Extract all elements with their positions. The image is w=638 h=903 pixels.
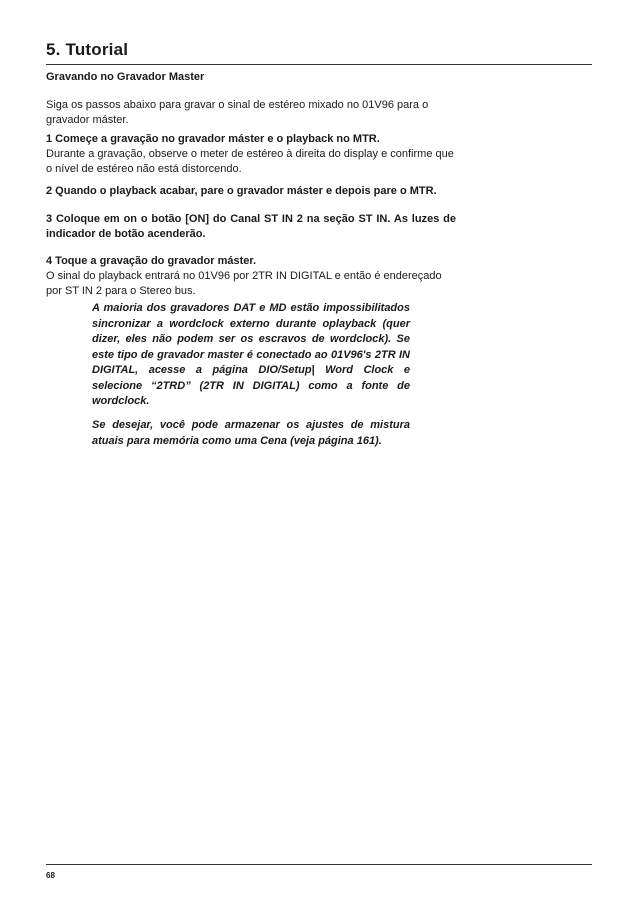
step-2 (46, 184, 456, 199)
page-number: 68 (46, 871, 55, 880)
step-1-heading: 1 Começe a gravação no gravador máster e o playback no MTR. (46, 133, 380, 145)
note-scene: Se desejar, você pode armazenar os ajustes de mistura atuais para memória como uma Cena (veja página 161). (92, 419, 410, 447)
step-1-body: Durante a gravação, observe o meter de estéreo à direita do display e confirme que o nível de estéreo não está distorcendo. (46, 148, 454, 175)
section-subtitle: Gravando no Gravador Master (46, 71, 205, 83)
intro-paragraph: Siga os passos abaixo para gravar o sinal de estéreo mixado no 01V96 para o gravador máster. (46, 99, 429, 126)
note-wordclock: A maioria dos gravadores DAT e MD estão impossibilitados sincronizar a wordclock externo durante oplayback (quer dizer, eles não podem ser os escravos de wordclock). Se este tipo de gravador master é conectado ao 01V96's 2TR IN DIGITAL, acesse a página DIO/Setup| Word Clock e selecione “2TRD” (2TR IN DIGITAL) como a fonte de wordclock. (92, 302, 410, 407)
header-rule (46, 64, 592, 65)
section-title: 5. Tutorial (46, 40, 129, 59)
step-4-body: O sinal do playback entrará no 01V96 por 2TR IN DIGITAL e então é endereçado por ST IN 2 para o Stereo bus. (46, 270, 442, 297)
step-3 (46, 212, 456, 242)
step-2-heading: 2 Quando o playback acabar, pare o gravador máster e depois pare o MTR. (46, 185, 437, 197)
step-3-heading: 3 Coloque em on o botão [ON] do Canal ST IN 2 na seção ST IN. As luzes de indicador de botão acenderão. (46, 213, 456, 240)
step-1 (46, 132, 456, 177)
step-4 (46, 254, 456, 299)
footer-rule (46, 864, 592, 865)
step-4-heading: 4 Toque a gravação do gravador máster. (46, 255, 257, 267)
